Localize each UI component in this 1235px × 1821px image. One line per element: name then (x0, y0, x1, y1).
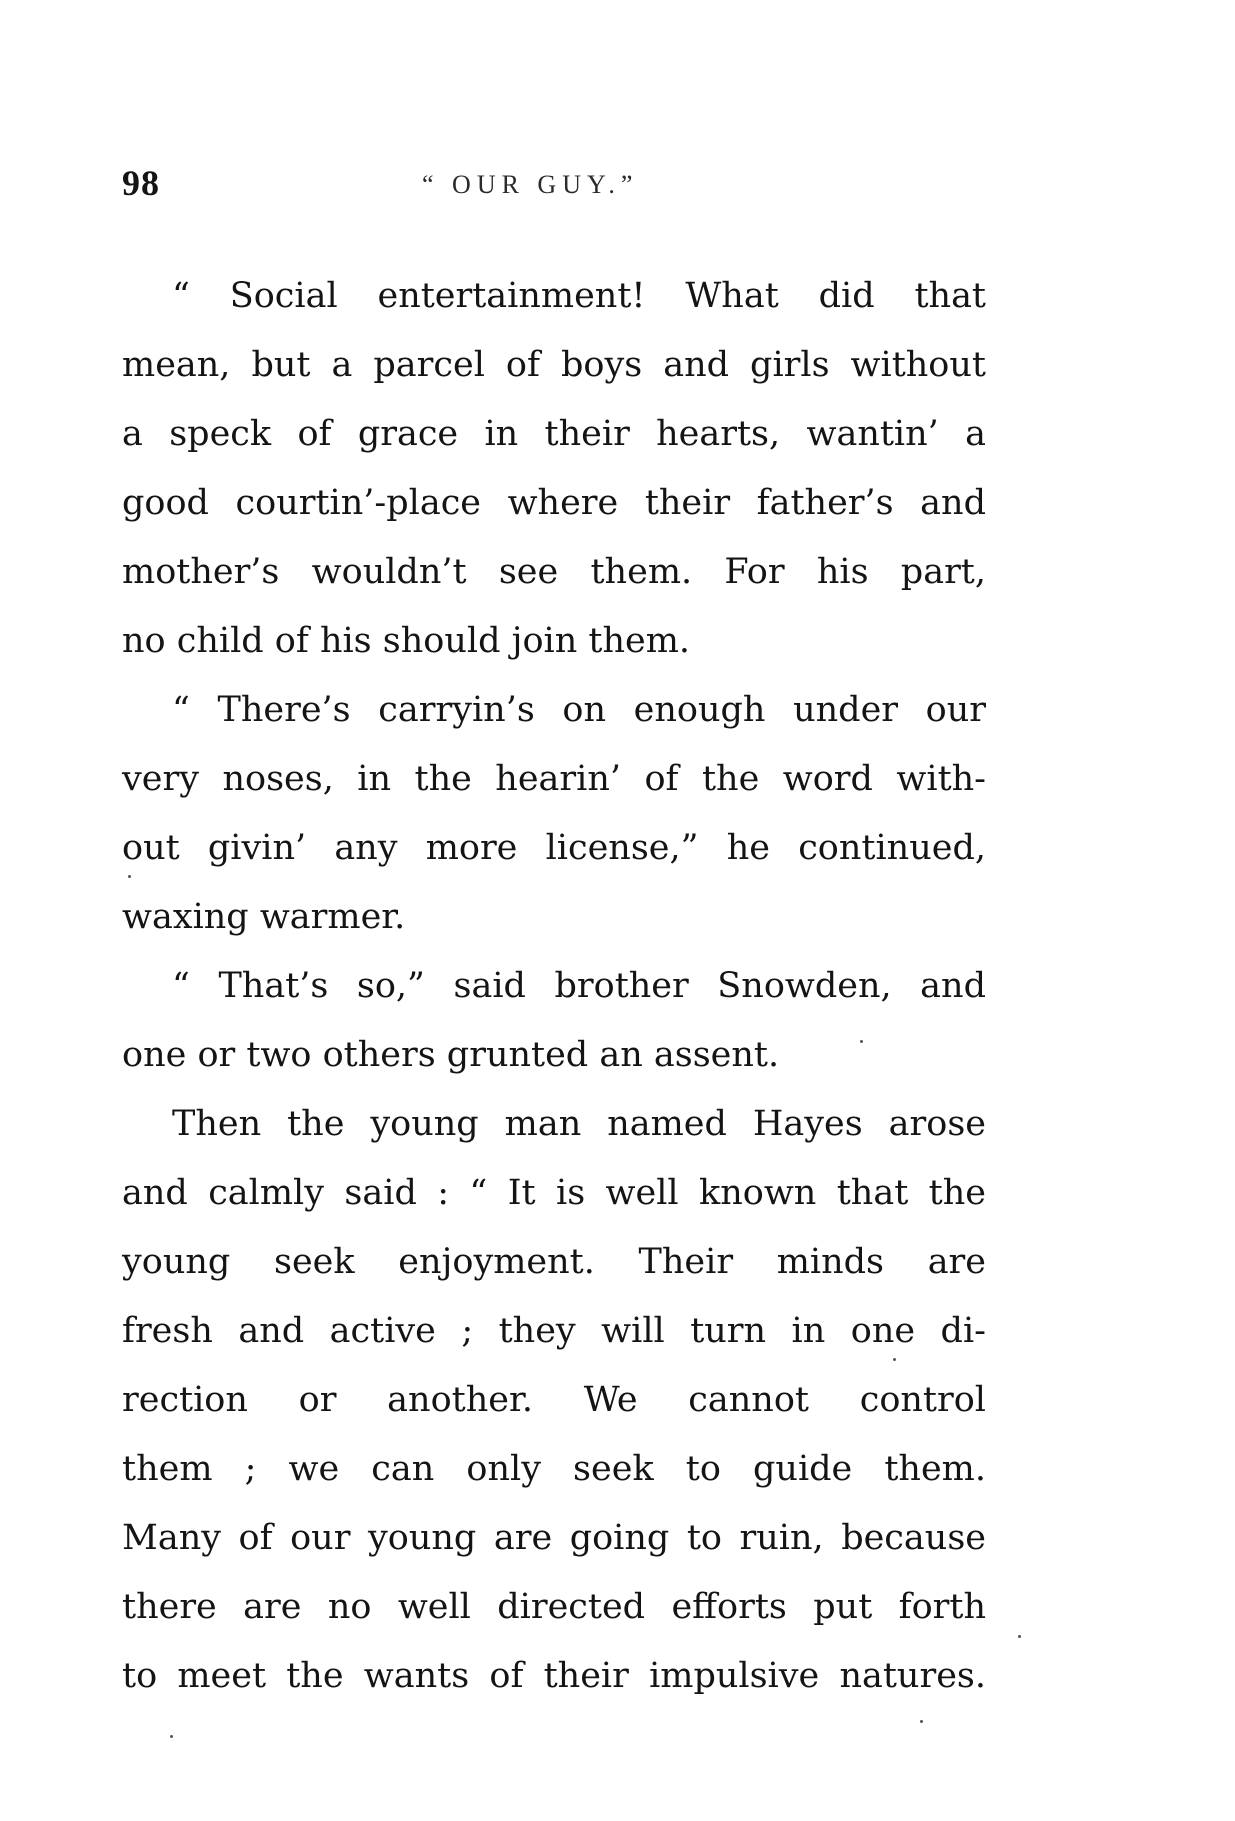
body-text (122, 262, 986, 1711)
paragraph (122, 1090, 986, 1711)
text-line: very noses, in the hearin’ of the word with- (122, 759, 986, 799)
text-line: good courtin’-place where their father’s and (122, 483, 986, 523)
text-line: mean, but a parcel of boys and girls without (122, 345, 986, 385)
print-speck (893, 1358, 896, 1361)
text-line: “ There’s carryin’s on enough under our (172, 690, 986, 730)
text-line: them ; we can only seek to guide them. (122, 1449, 986, 1489)
text-line: there are no well directed efforts put forth (122, 1587, 986, 1627)
text-line: fresh and active ; they will turn in one di- (122, 1311, 986, 1351)
print-speck (920, 1720, 923, 1723)
page-number: 98 (122, 163, 160, 203)
page-header (122, 162, 982, 212)
paragraph (122, 262, 986, 676)
print-speck (170, 1735, 173, 1738)
paragraph (122, 952, 986, 1090)
print-speck (128, 875, 131, 878)
text-line: one or two others grunted an assent. (122, 1035, 780, 1075)
text-line: “ Social entertainment! What did that (172, 276, 986, 316)
text-line: “ That’s so,” said brother Snowden, and (172, 966, 986, 1006)
print-speck (1018, 1635, 1021, 1638)
paragraph (122, 676, 986, 952)
text-line: to meet the wants of their impulsive natures. (122, 1656, 986, 1696)
text-line: Then the young man named Hayes arose (172, 1104, 986, 1144)
running-title: “ OUR GUY.” (422, 170, 639, 199)
text-line: a speck of grace in their hearts, wantin’ a (122, 414, 986, 454)
text-line: out givin’ any more license,” he continued, (122, 828, 986, 868)
text-line: and calmly said : “ It is well known that the (122, 1173, 986, 1213)
text-line: waxing warmer. (122, 897, 406, 937)
text-line: rection or another. We cannot control (122, 1380, 986, 1420)
text-line: Many of our young are going to ruin, because (122, 1518, 986, 1558)
text-line: no child of his should join them. (122, 621, 691, 661)
text-line: young seek enjoyment. Their minds are (122, 1242, 986, 1282)
text-line: mother’s wouldn’t see them. For his part, (122, 552, 986, 592)
print-speck (860, 1040, 863, 1043)
